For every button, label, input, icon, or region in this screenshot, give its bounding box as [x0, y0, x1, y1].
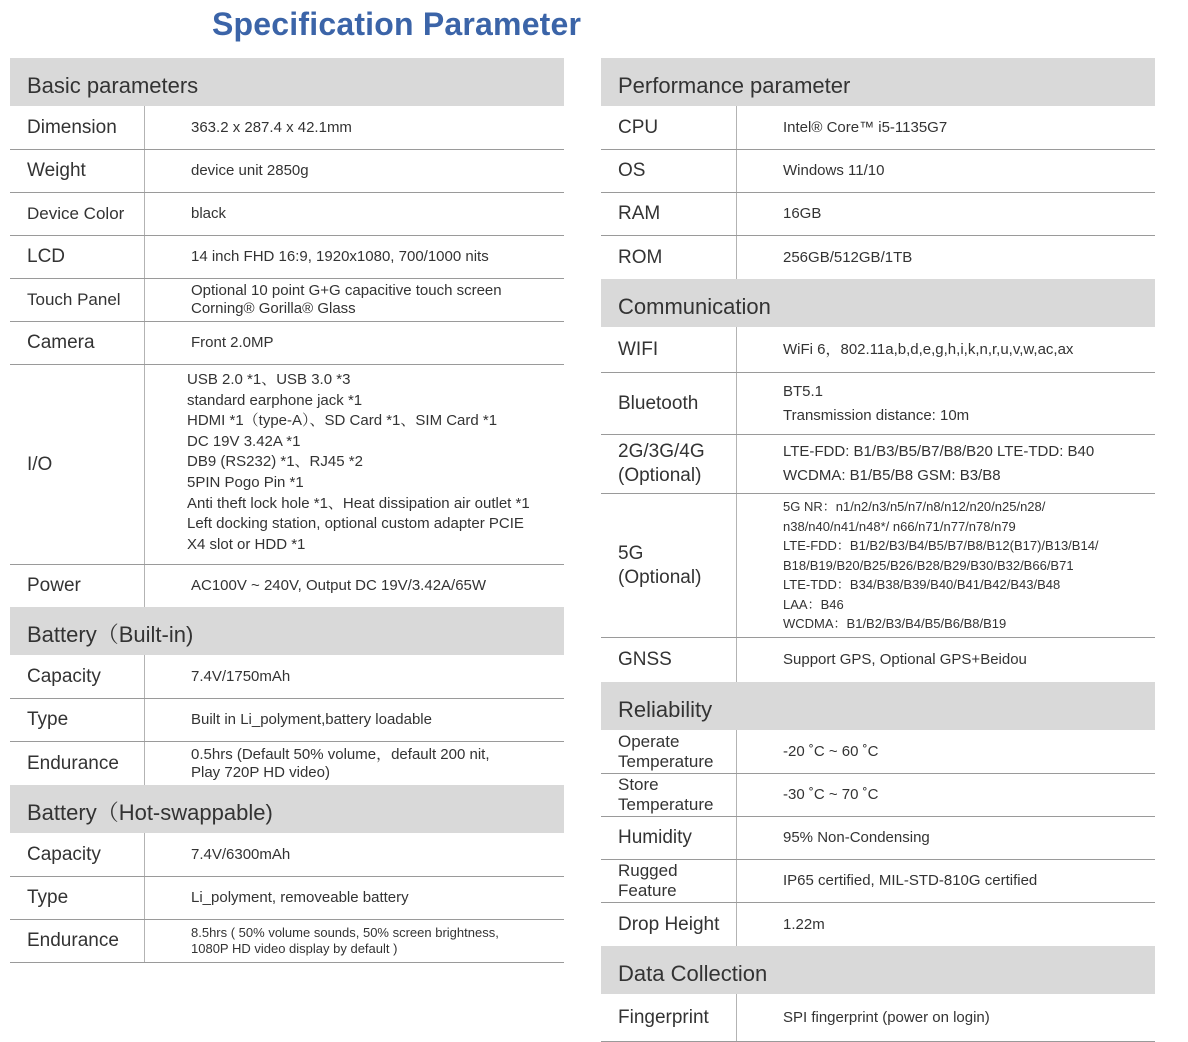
spec-value: black [191, 205, 227, 222]
spec-label: Rugged Feature [601, 860, 737, 902]
spec-label: Endurance [10, 920, 145, 962]
spec-label: Type [10, 877, 145, 919]
spec-row-io [10, 365, 564, 565]
spec-row-type [10, 699, 564, 742]
spec-label: Power [10, 565, 145, 607]
spec-value: Support GPS, Optional GPS+Beidou [783, 651, 1027, 668]
spec-row-rom [601, 236, 1155, 279]
spec-label: Operate Temperature [601, 730, 737, 773]
spec-value: 7.4V/1750mAh [191, 667, 291, 685]
spec-row-store-temperature [601, 774, 1155, 817]
page-title: Specification Parameter [212, 6, 582, 42]
spec-value: 95% Non-Condensing [783, 829, 930, 846]
spec-row-cpu [601, 106, 1155, 150]
spec-row-2g3g4g [601, 435, 1155, 494]
spec-row-endurance [10, 920, 564, 963]
spec-value: Front 2.0MP [191, 334, 274, 351]
spec-label: WIFI [601, 327, 737, 372]
spec-label: Dimension [10, 106, 145, 149]
spec-label: Capacity [10, 655, 145, 698]
spec-value: 0.5hrs (Default 50% volume，default 200 nit, Play 720P HD video) [191, 745, 490, 781]
spec-label: Device Color [10, 193, 145, 235]
spec-value: -30 ˚C ~ 70 ˚C [783, 786, 879, 803]
spec-row-endurance [10, 742, 564, 785]
spec-row-5g [601, 494, 1155, 638]
spec-value: 16GB [783, 205, 822, 222]
spec-label: GNSS [601, 638, 737, 682]
spec-value: USB 2.0 *1、USB 3.0 *3 standard earphone jack *1 HDMI *1（type-A）、SD Card *1、SIM Card *1 DC 19V 3.42A *1 DB9 (RS232) *1、RJ45 *2 5PIN Pogo Pin *1 Anti theft lock hole *1、Heat dissipation air outlet *1 Left docking station, optional custom adapter PCIE X4 slot or HDD *1 [187, 371, 530, 553]
right-spec-column [601, 58, 1155, 1042]
section-header-battery-hot-swappable: Battery（Hot-swappable) [10, 785, 564, 833]
spec-value: BT5.1 Transmission distance: 10m [783, 382, 970, 424]
section-header-data-collection: Data Collection [601, 946, 1155, 994]
spec-row-device-color [10, 193, 564, 236]
spec-row-type [10, 877, 564, 920]
spec-row-capacity [10, 833, 564, 877]
spec-row-bluetooth [601, 373, 1155, 435]
spec-value: Optional 10 point G+G capacitive touch screen Corning® Gorilla® Glass [191, 282, 502, 317]
spec-label: 2G/3G/4G (Optional) [601, 435, 737, 493]
spec-row-lcd [10, 236, 564, 279]
spec-label: RAM [601, 193, 737, 235]
spec-row-weight [10, 150, 564, 193]
spec-label: Camera [10, 322, 145, 364]
spec-label: Store Temperature [601, 774, 737, 816]
section-header-battery-builtin: Battery（Built-in) [10, 607, 564, 655]
spec-value: 7.4V/6300mAh [191, 845, 291, 863]
spec-label: ROM [601, 236, 737, 279]
spec-row-os [601, 150, 1155, 193]
spec-value: 363.2 x 287.4 x 42.1mm [191, 118, 352, 136]
spec-value: Intel® Core™ i5-1135G7 [783, 118, 948, 136]
spec-label: OS [601, 150, 737, 192]
spec-value: 1.22m [783, 915, 825, 933]
spec-label: Humidity [601, 817, 737, 859]
spec-row-camera [10, 322, 564, 365]
left-spec-column [10, 58, 564, 963]
spec-value: 8.5hrs ( 50% volume sounds, 50% screen brightness, 1080P HD video display by default ) [191, 925, 499, 956]
section-header-reliability: Reliability [601, 682, 1155, 730]
spec-label: LCD [10, 236, 145, 278]
spec-row-touch-panel [10, 279, 564, 322]
spec-label: Drop Height [601, 903, 737, 946]
spec-value: IP65 certified, MIL-STD-810G certified [783, 872, 1038, 889]
spec-row-capacity [10, 655, 564, 699]
section-header-performance: Performance parameter [601, 58, 1155, 106]
spec-label: Type [10, 699, 145, 741]
spec-value: AC100V ~ 240V, Output DC 19V/3.42A/65W [191, 577, 487, 594]
spec-row-dimension [10, 106, 564, 150]
spec-label: CPU [601, 106, 737, 149]
spec-row-power [10, 565, 564, 607]
spec-label: Capacity [10, 833, 145, 876]
spec-value: Windows 11/10 [783, 162, 885, 179]
spec-label: I/O [10, 365, 145, 564]
spec-label: Touch Panel [10, 279, 145, 321]
spec-value: 5G NR：n1/n2/n3/n5/n7/n8/n12/n20/n25/n28/ n38/n40/n41/n48*/ n66/n71/n77/n78/n79 LTE-FDD：B1/B2/B3/B4/B5/B7/B8/B12(B17)/B13/B14/ B18/B19/B20/B25/B26/B28/B29/B30/B32/B66/B71 LTE-TDD：B34/B38/B39/B40/B41/B42/B43/B48 LAA：B46 WCDMA：B1/B2/B3/B4/B5/B6/B8/B19 [783, 499, 1099, 632]
spec-label: Weight [10, 150, 145, 192]
spec-value: -20 ˚C ~ 60 ˚C [783, 742, 879, 760]
section-header-communication: Communication [601, 279, 1155, 327]
spec-value: WiFi 6，802.11a,b,d,e,g,h,i,k,n,r,u,v,w,ac,ax [783, 340, 1074, 358]
spec-row-humidity [601, 817, 1155, 860]
spec-value: device unit 2850g [191, 162, 309, 179]
spec-row-fingerprint [601, 994, 1155, 1042]
spec-row-rugged-feature [601, 860, 1155, 903]
spec-label: Fingerprint [601, 994, 737, 1041]
spec-row-operate-temperature [601, 730, 1155, 774]
spec-value: Li_polyment, removeable battery [191, 889, 409, 906]
spec-value: LTE-FDD: B1/B3/B5/B7/B8/B20 LTE-TDD: B40 WCDMA: B1/B5/B8 GSM: B3/B8 [783, 443, 1095, 484]
spec-value: 14 inch FHD 16:9, 1920x1080, 700/1000 nits [191, 248, 489, 265]
spec-row-ram [601, 193, 1155, 236]
spec-label: Endurance [10, 742, 145, 785]
spec-value: SPI fingerprint (power on login) [783, 1008, 990, 1026]
spec-row-wifi [601, 327, 1155, 373]
spec-label: 5G (Optional) [601, 494, 737, 637]
section-header-basic: Basic parameters [10, 58, 564, 106]
spec-row-gnss [601, 638, 1155, 682]
spec-value: 256GB/512GB/1TB [783, 248, 913, 266]
spec-row-drop-height [601, 903, 1155, 946]
spec-label: Bluetooth [601, 373, 737, 434]
spec-value: Built in Li_polyment,battery loadable [191, 711, 432, 728]
